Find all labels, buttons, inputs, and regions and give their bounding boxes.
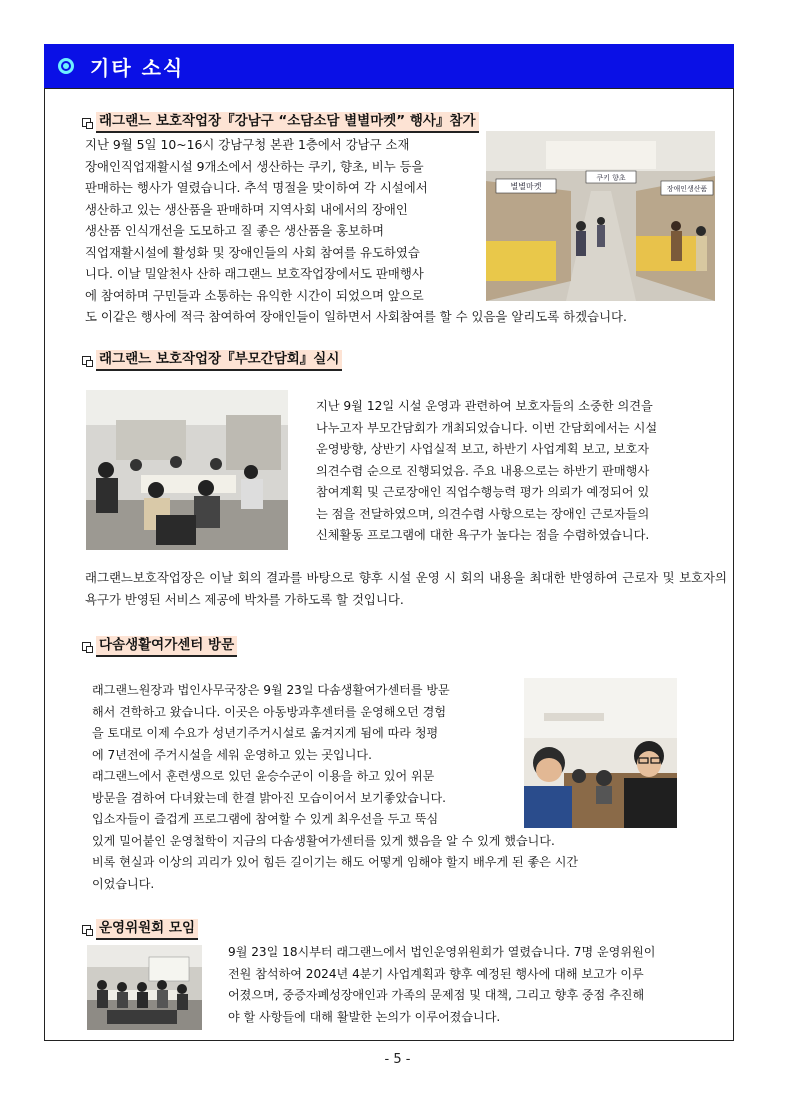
market-event-photo — [486, 131, 715, 301]
text-line: 직업재활시설에 활성화 및 장애인들의 사회 참여를 유도하였습 — [85, 244, 420, 260]
text-line: 전원 참석하여 2024년 4분기 사업계획과 향후 예정된 행사에 대해 보고가 이루 — [228, 966, 644, 981]
text-line: 이었습니다. — [92, 876, 155, 891]
section-title-committee-meeting — [82, 919, 198, 940]
text-line: 참여계획 및 근로장애인 직업수행능력 평가 의뢰가 예정되어 있 — [316, 485, 650, 499]
booth-sign: 쿠키 향초 — [596, 174, 626, 182]
dasom-visit-photo — [524, 678, 677, 828]
page-number: - 5 - — [384, 1052, 411, 1067]
text-line: 야 할 사항들에 대해 활발한 논의가 이루어졌습니다. — [228, 1009, 501, 1024]
committee-meeting-photo — [87, 945, 202, 1030]
text-line: 나누고자 부모간담회가 개최되었습니다. 이번 간담회에서는 시설 — [316, 420, 658, 435]
text-line: 입소자들이 즐겁게 프로그램에 참여할 수 있게 최우선을 두고 뚝심 — [92, 812, 439, 826]
text-line: 생산품 인식개선을 도모하고 질 좋은 생산품을 홍보하며 — [85, 223, 384, 238]
section-title-label: 다솜생활여가센터 방문 — [96, 636, 237, 657]
text-line: 에 참여하며 구민들과 소통하는 유익한 시간이 되었으며 앞으로 — [85, 287, 424, 303]
text-line: 해서 견학하고 왔습니다. 이곳은 아동방과후센터를 운영해오던 경험 — [92, 704, 447, 719]
booth-sign: 별별마켓 — [510, 182, 542, 191]
section-title-label: 운영위원회 모임 — [96, 919, 198, 940]
section-title-parents-meeting — [82, 350, 342, 371]
page-title: 기타 소식 — [90, 55, 185, 80]
text-line: 방문을 겸하여 다녀왔는데 한결 밝아진 모습이어서 보기좋았습니다. — [92, 790, 447, 805]
bullet-icon — [82, 642, 91, 651]
text-line: 지난 9월 12일 시설 운영과 관련하여 보호자들의 소중한 의견을 — [316, 399, 653, 413]
text-line: 래그랜느에서 훈련생으로 있던 윤승수군이 이용을 하고 있어 위문 — [92, 769, 435, 783]
booth-sign: 장애인생산품 — [666, 185, 708, 193]
text-line: 신체활동 프로그램에 대한 욕구가 높다는 점을 수렴하였습니다. — [316, 528, 650, 542]
bullet-icon — [82, 118, 91, 127]
text-line: 의견수렴 순으로 진행되었음. 주요 내용으로는 하반기 판매행사 — [316, 463, 650, 478]
text-line: 판매하는 행사가 열렸습니다. 추석 명절을 맞이하여 각 시설에서 — [85, 180, 428, 195]
bullet-icon — [82, 925, 91, 934]
text-line: 생산하고 있는 생산품을 판매하며 지역사회 내에서의 장애인 — [85, 201, 408, 217]
market-paragraph — [85, 134, 480, 306]
parents-meeting-paragraph — [316, 396, 726, 547]
text-line: 래그랜느원장과 법인사무국장은 9월 23일 다솜생활여가센터를 방문 — [92, 683, 450, 697]
section-title-label: 래그랜느 보호작업장『강남구 “소담소담 별별마켓” 행사』참가 — [96, 112, 479, 133]
section-title-dasom-visit — [82, 636, 237, 657]
committee-meeting-paragraph — [228, 942, 728, 1028]
parents-meeting-photo — [86, 390, 288, 550]
dasom-visit-paragraph — [92, 680, 579, 895]
text-line: 니다. 이날 밀알천사 산하 래그랜느 보호작업장에서도 판매행사 — [85, 266, 424, 281]
text-line: 비록 현실과 이상의 괴리가 있어 힘든 길이기는 해도 어떻게 임해야 할지 배우게 된 좋은 시간 — [92, 855, 579, 869]
text-line: 에 7년전에 주거시설을 세워 운영하고 있는 곳입니다. — [92, 747, 372, 762]
text-line: 장애인직업재활시설 9개소에서 생산하는 쿠키, 향초, 비누 등을 — [85, 158, 424, 174]
text-line: 운영방향, 상반기 사업실적 보고, 하반기 사업계획 보고, 보호자 — [316, 442, 650, 456]
text-line: 어졌으며, 중증자폐성장애인과 가족의 문제점 및 대책, 그리고 향후 중점 추진해 — [228, 988, 645, 1002]
text-line: 지난 9월 5일 10~16시 강남구청 본관 1층에서 강남구 소재 — [85, 137, 410, 152]
market-paragraph-last: 도 이같은 행사에 적극 참여하여 장애인들이 일하면서 사회참여를 할 수 있음을 알리도록 하겠습니다. — [85, 309, 627, 324]
text-line: 는 점을 전달하였으며, 의견수렴 사항으로는 장애인 근로자들의 — [316, 506, 650, 521]
target-circle-icon — [58, 58, 74, 74]
text-line: 있게 밀어붙인 운영철학이 지금의 다솜생활여가센터를 있게 했음을 알 수 있게 했습니다. — [92, 833, 555, 848]
section-title-label: 래그랜느 보호작업장『부모간담회』실시 — [96, 350, 342, 371]
text-line: 9월 23일 18시부터 래그랜느에서 법인운영위원회가 열렸습니다. 7명 운영위원이 — [228, 945, 656, 959]
section-header-bar — [44, 44, 734, 88]
section-title-market — [82, 112, 479, 133]
parents-meeting-followup: 래그랜느보호작업장은 이날 회의 결과를 바탕으로 향후 시설 운영 시 회의 내용을 최대한 반영하여 근로자 및 보호자의 욕구가 반영된 서비스 제공에 박차를 가하도록 할 것입니다. — [85, 570, 727, 607]
text-line: 을 토대로 이제 수요가 성년기주거시설로 옮겨지게 됨에 따라 청평 — [92, 726, 439, 740]
bullet-icon — [82, 356, 91, 365]
